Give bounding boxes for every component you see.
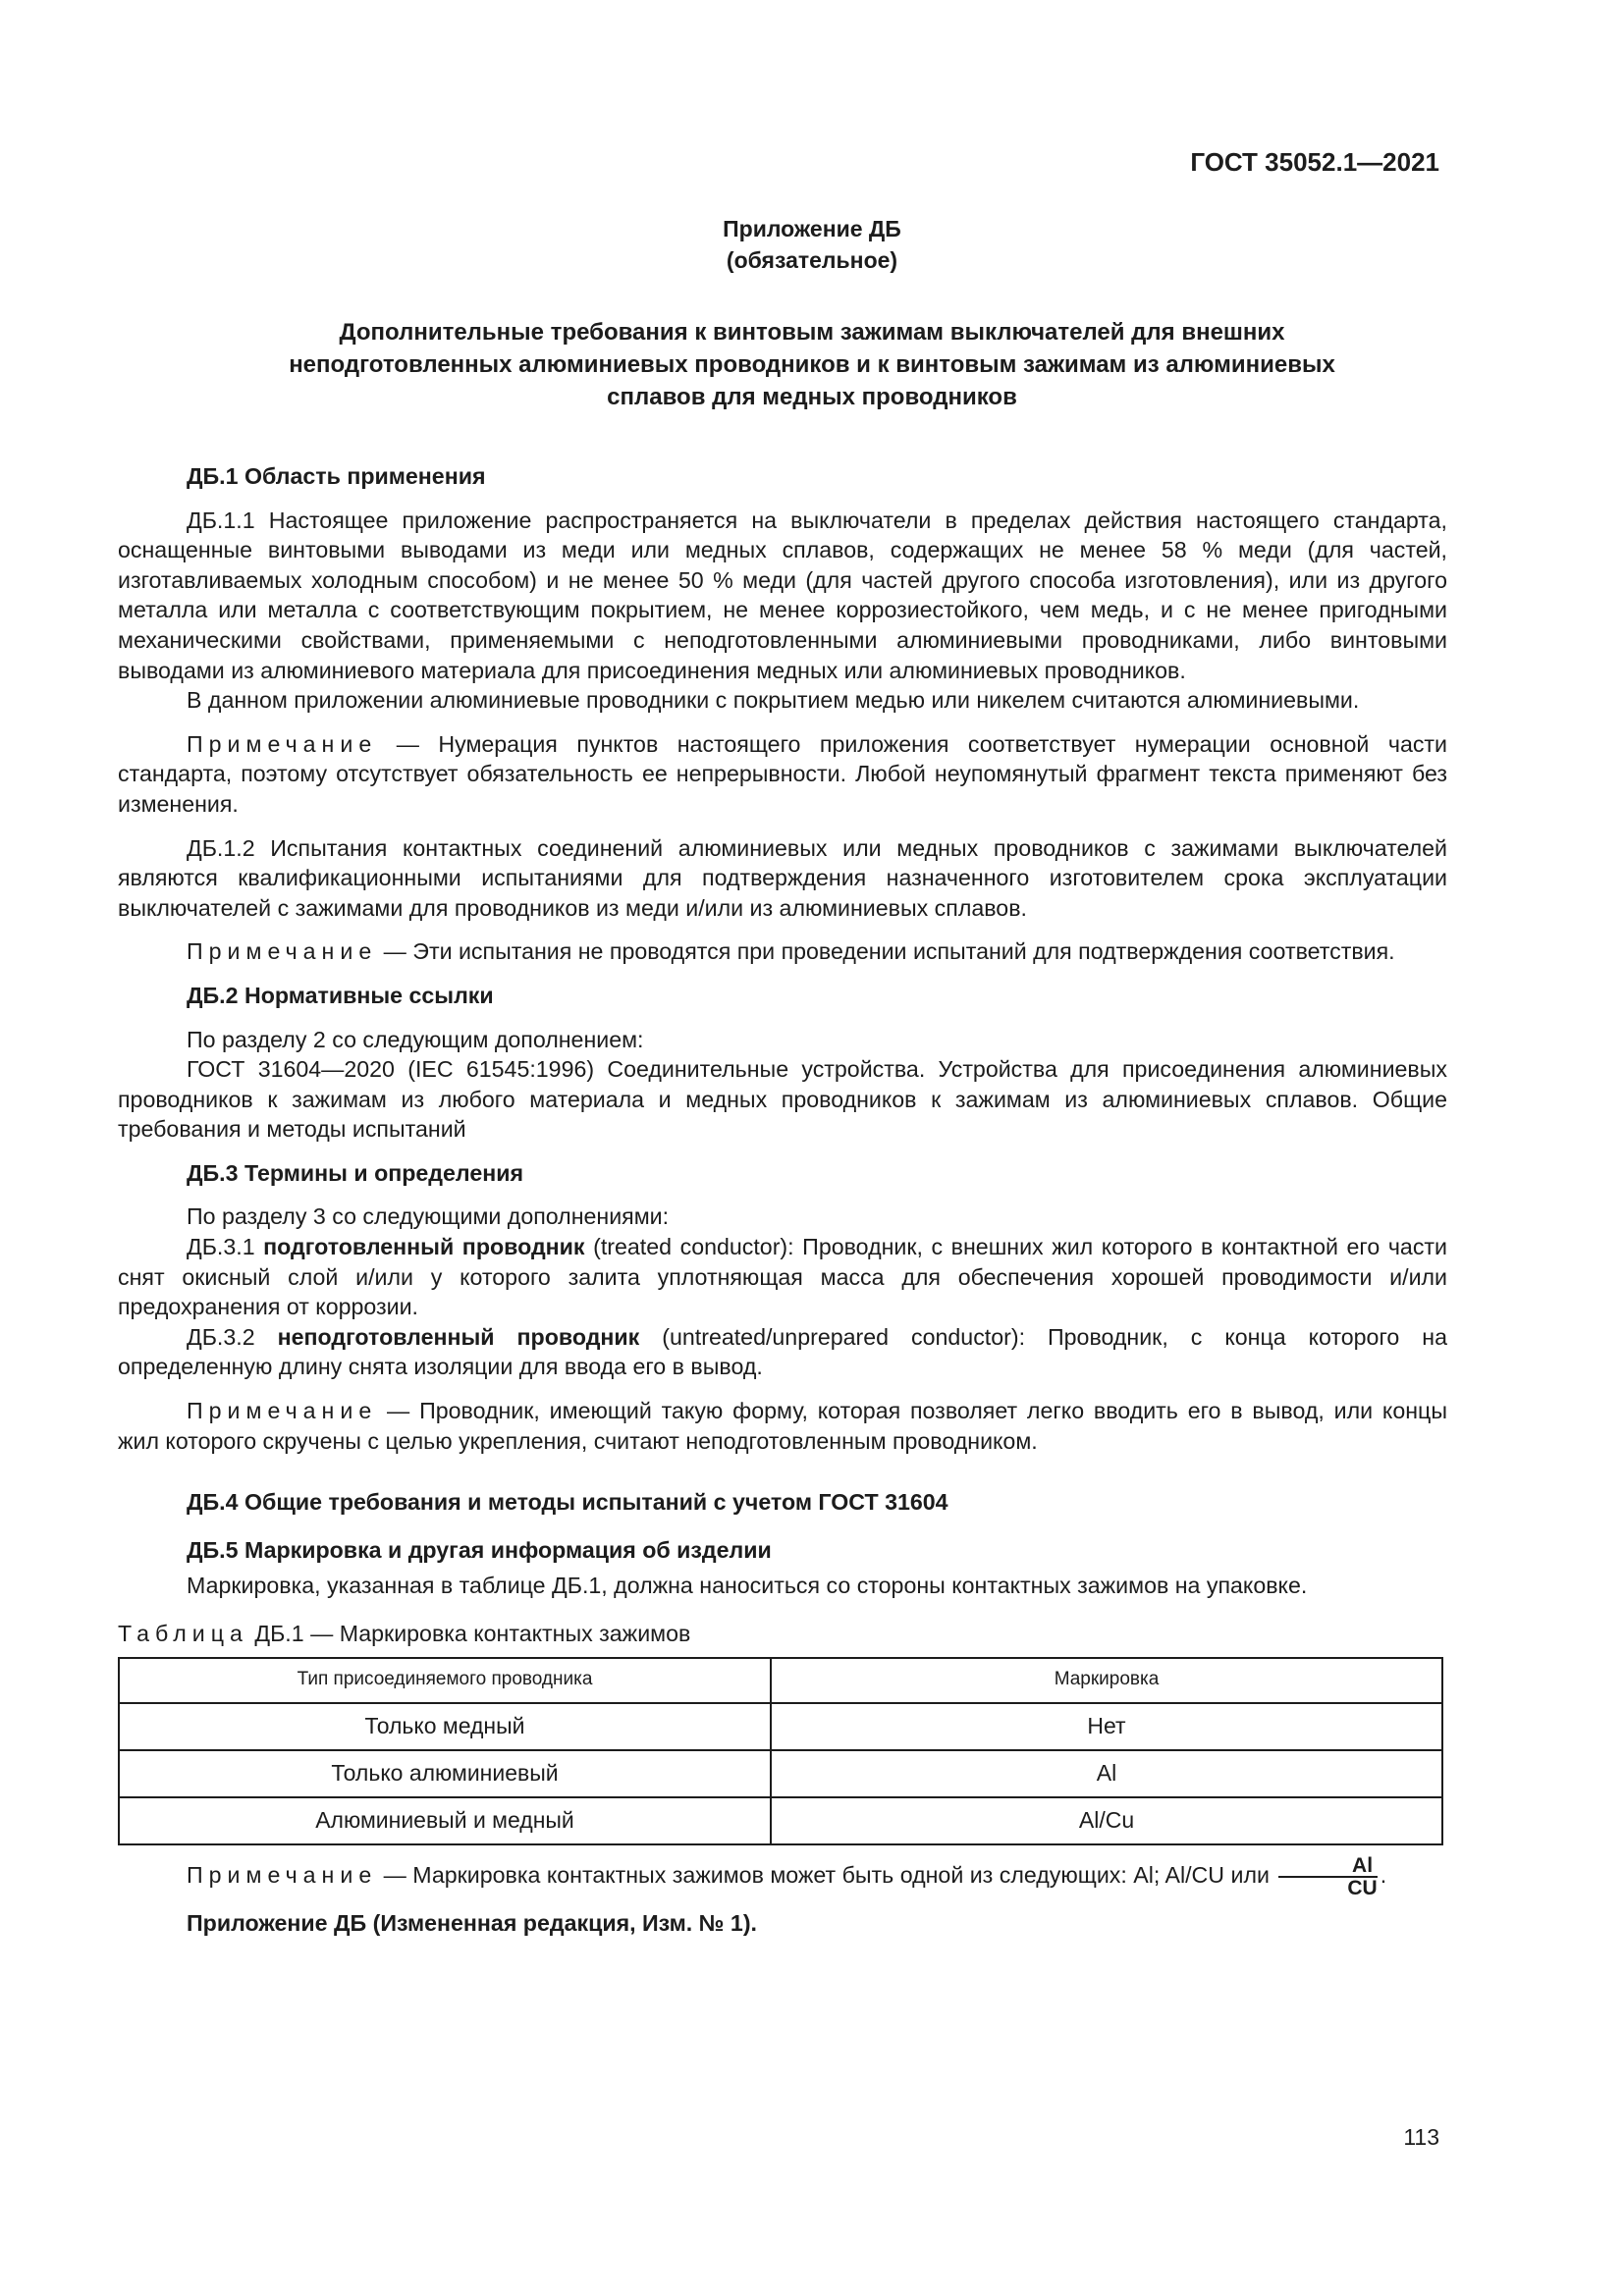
note xyxy=(118,1855,1447,1898)
standard-number: ГОСТ 35052.1—2021 xyxy=(1190,147,1439,177)
paragraph: ДБ.1.1 Настоящее приложение распространяется на выключатели в пределах действия настоящего стандарта, оснащенные винтовыми выводами из меди или медных сплавов, содержащих не менее 58 % меди (для частей, изготавливаемых холодным способом) и не менее 50 % меди (для частей другого способа изготовления), или из другого металла или металла с соответствующим покрытием, не менее коррозиестойкого, чем медь, и с не менее пригодными механическими свойствами, применяемыми с неподготовленными алюминиевыми проводниками, либо винтовыми выводами из алюминиевого материала для присоединения медных или алюминиевых проводников. xyxy=(118,507,1447,683)
note-text: — Маркировка контактных зажимов может быть одной из следующих: Al; Al/CU или xyxy=(377,1861,1276,1888)
note-end: . xyxy=(1380,1861,1387,1888)
table-caption-text: ДБ.1 — Маркировка контактных зажимов xyxy=(247,1621,691,1646)
note xyxy=(118,729,1447,820)
section-heading: ДБ.2 Нормативные ссылки xyxy=(187,982,494,1008)
table-cell: Только алюминиевый xyxy=(119,1750,771,1797)
table-caption xyxy=(118,1619,1447,1649)
note xyxy=(118,1396,1447,1456)
note-label: Примечание xyxy=(187,730,378,757)
paragraph: ДБ.1.2 Испытания контактных соединений алюминиевых или медных проводников с зажимами выключателей являются квалификационными испытаниями для подтверждения назначенного изготовителем срока эксплуатации выключателей с зажимами для проводников из меди и/или из алюминиевых сплавов. xyxy=(118,834,1447,921)
term: неподготовленный проводник xyxy=(277,1323,640,1350)
annex-body xyxy=(118,461,1447,1938)
fraction-denominator: CU xyxy=(1347,1876,1378,1899)
note-label: Примечание xyxy=(187,1398,378,1424)
term-number: ДБ.3.2 xyxy=(187,1323,278,1350)
paragraph: ГОСТ 31604—2020 (IEC 61545:1996) Соединительные устройства. Устройства для присоединения алюминиевых проводников к зажимам из любого материала и медных проводников к зажимам из алюминиевых сплавов. Общие требования и методы испытаний xyxy=(118,1056,1447,1143)
term-definition xyxy=(118,1322,1447,1382)
note-text: — Эти испытания не проводятся при проведении испытаний для подтверждения соответствия. xyxy=(377,938,1395,965)
marking-table xyxy=(118,1657,1443,1845)
table-header-row xyxy=(119,1658,1442,1703)
table-cell: Только медный xyxy=(119,1703,771,1750)
term-number: ДБ.3.1 xyxy=(187,1234,264,1260)
table-header: Маркировка xyxy=(771,1658,1442,1703)
note-text: — Проводник, имеющий такую форму, которая позволяет легко вводить его в вывод, или концы жил которого скручены с целью укрепления, считают неподготовленным проводником. xyxy=(118,1398,1447,1454)
section-heading: ДБ.3 Термины и определения xyxy=(187,1159,524,1186)
paragraph: Маркировка, указанная в таблице ДБ.1, должна наноситься со стороны контактных зажимов на упаковке. xyxy=(187,1573,1308,1599)
paragraph: В данном приложении алюминиевые проводники с покрытием медью или никелем считаются алюминиевыми. xyxy=(187,687,1360,714)
al-cu-fraction xyxy=(1278,1855,1377,1898)
annex-title: Приложение ДБ xyxy=(723,216,901,241)
annex-type: (обязательное) xyxy=(726,247,898,273)
table-row xyxy=(119,1797,1442,1844)
term-text: (untreated/unprepared conductor): Проводник, с конца которого на определенную длину снята изоляции для ввода его в вывод. xyxy=(118,1323,1447,1380)
annex-heading-line: сплавов для медных проводников xyxy=(607,384,1017,410)
section-heading: ДБ.1 Область применения xyxy=(187,463,486,489)
table-cell: Al xyxy=(771,1750,1442,1797)
note xyxy=(118,936,1447,967)
table-label: Таблица xyxy=(118,1621,248,1646)
note-label: Примечание xyxy=(187,1861,378,1888)
table-row xyxy=(119,1750,1442,1797)
annex-heading-line: неподготовленных алюминиевых проводников и к винтовым зажимам из алюминиевых xyxy=(289,351,1335,378)
term-definition xyxy=(118,1232,1447,1322)
term-text: (treated conductor): Проводник, с внешних жил которого в контактной его части снят окисный слой и/или у которого залита уплотняющая масса для обеспечения хорошей проводимости и/или предохранения от коррозии. xyxy=(118,1234,1447,1320)
note-label: Примечание xyxy=(187,938,378,965)
annex-heading-line: Дополнительные требования к винтовым зажимам выключателей для внешних xyxy=(339,319,1285,346)
annex-heading xyxy=(157,316,1467,413)
paragraph: По разделу 2 со следующим дополнением: xyxy=(187,1026,644,1052)
page-number: 113 xyxy=(1403,2124,1439,2150)
table-header: Тип присоединяемого проводника xyxy=(119,1658,771,1703)
table-cell: Нет xyxy=(771,1703,1442,1750)
amendment-note: Приложение ДБ (Измененная редакция, Изм. № 1). xyxy=(187,1909,757,1936)
section-heading: ДБ.4 Общие требования и методы испытаний с учетом ГОСТ 31604 xyxy=(187,1489,948,1516)
fraction-numerator: Al xyxy=(1278,1855,1377,1878)
term: подготовленный проводник xyxy=(263,1234,585,1260)
table-cell: Al/Cu xyxy=(771,1797,1442,1844)
section-heading: ДБ.5 Маркировка и другая информация об изделии xyxy=(187,1536,772,1563)
paragraph: По разделу 3 со следующими дополнениями: xyxy=(187,1203,670,1230)
table-cell: Алюминиевый и медный xyxy=(119,1797,771,1844)
note-text: — Нумерация пунктов настоящего приложения соответствует нумерации основной части стандарта, поэтому отсутствует обязательность ее непрерывности. Любой неупомянутый фрагмент текста применяют без изменения. xyxy=(118,730,1447,817)
table-row xyxy=(119,1703,1442,1750)
